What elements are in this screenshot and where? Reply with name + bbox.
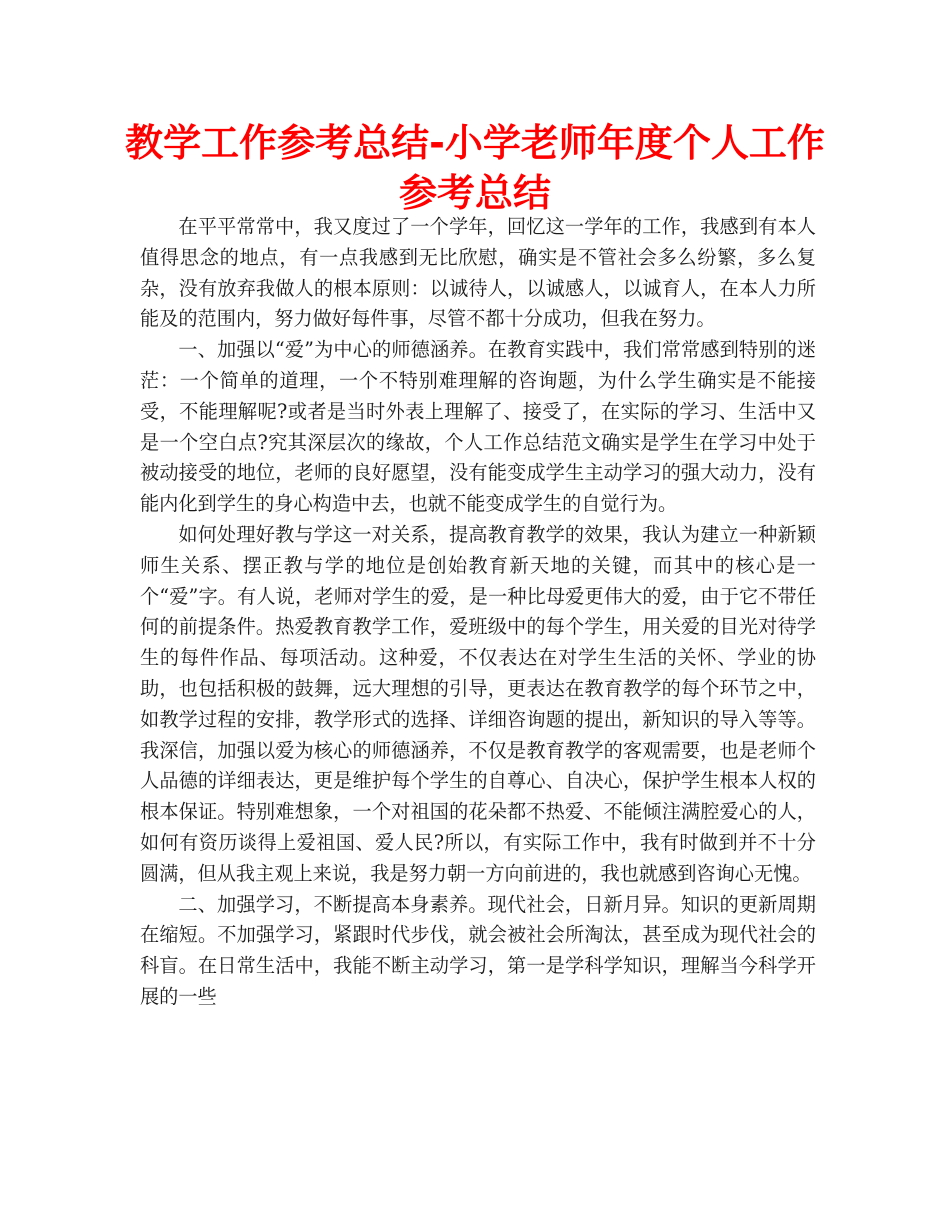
document-title: 教学工作参考总结-小学老师年度个人工作参考总结 [125,121,825,215]
paragraph-intro: 在平平常常中，我又度过了一个学年，回忆这一学年的工作，我感到有本人值得思念的地点，有一点我感到无比欣慰，确实是不管社会多么纷繁，多么复杂，没有放弃我做人的根本原则：以诚待人，以诚感人，以诚育人，在本人力所能及的范围内，努力做好每件事，尽管不都十分成功，但我在努力。 [140,215,816,331]
paragraph-section-2: 二、加强学习，不断提高本身素养。现代社会，日新月异。知识的更新周期在缩短。不加强学习，紧跟时代步伐，就会被社会所淘汰，甚至成为现代社会的科盲。在日常生活中，我能不断主动学习，第一是学科学知识，理解当今科学开展的一些 [140,892,816,1008]
paragraph-section-1: 一、加强以“爱”为中心的师德涵养。在教育实践中，我们常常感到特别的迷茫：一个简单的道理，一个不特别难理解的咨询题，为什么学生确实是不能接受，不能理解呢?或者是当时外表上理解了、接受了，在实际的学习、生活中又是一个空白点?究其深层次的缘故，个人工作总结范文确实是学生在学习中处于被动接受的地位，老师的良好愿望，没有能变成学生主动学习的强大动力，没有能内化到学生的身心构造中去，也就不能变成学生的自觉行为。 [140,338,816,516]
paragraph-love-core: 如何处理好教与学这一对关系，提高教育教学的效果，我认为建立一种新颖师生关系、摆正教与学的地位是创始教育新天地的关键，而其中的核心是一个“爱”字。有人说，老师对学生的爱，是一种比母爱更伟大的爱，由于它不带任何的前提条件。热爱教育教学工作，爱班级中的每个学生，用关爱的目光对待学生的每件作品、每项活动。这种爱，不仅表达在对学生生活的关怀、学业的协助，也包括积极的鼓舞，远大理想的引导，更表达在教育教学的每个环节之中，如教学过程的安排，教学形式的选择、详细咨询题的提出，新知识的导入等等。我深信，加强以爱为核心的师德涵养，不仅是教育教学的客观需要，也是老师个人品德的详细表达，更是维护每个学生的自尊心、自决心，保护学生根本人权的根本保证。特别难想象，一个对祖国的花朵都不热爱、不能倾注满腔爱心的人，如何有资历谈得上爱祖国、爱人民?所以，有实际工作中，我有时做到并不十分圆满，但从我主观上来说，我是努力朝一方向前进的，我也就感到咨询心无愧。 [140,522,816,885]
document-body [140,212,816,1013]
